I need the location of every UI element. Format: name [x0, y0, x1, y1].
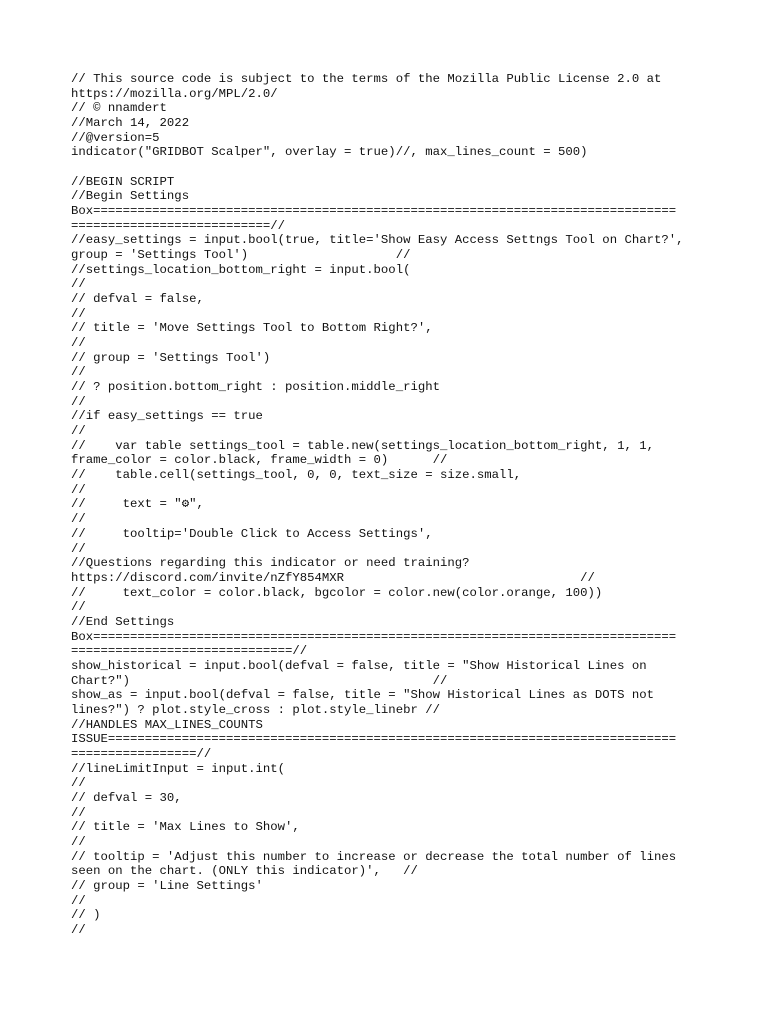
code-line: // var table settings_tool = table.new(settings_location_bottom_right, 1, 1,	[71, 438, 654, 453]
code-line: //Questions regarding this indicator or need training?	[71, 556, 470, 571]
code-line: https://mozilla.org/MPL/2.0/	[71, 86, 278, 101]
code-line: // table.cell(settings_tool, 0, 0, text_size = size.small,	[71, 468, 522, 483]
code-line: // tooltip='Double Click to Access Settings',	[71, 526, 433, 541]
code-line: ==============================//	[71, 644, 308, 659]
code-line: //settings_location_bottom_right = input.bool(	[71, 262, 411, 277]
code-line: // text_color = color.black, bgcolor = color.new(color.orange, 100))	[71, 585, 603, 600]
code-line: Chart?") //	[71, 673, 448, 688]
code-line: //BEGIN SCRIPT	[71, 174, 175, 189]
code-line: //	[71, 365, 86, 380]
code-line: //	[71, 277, 86, 292]
code-line: //lineLimitInput = input.int(	[71, 761, 286, 776]
code-line: //	[71, 394, 86, 409]
code-line: indicator("GRIDBOT Scalper", overlay = true)//, max_lines_count = 500)	[71, 145, 588, 160]
code-line: // defval = false,	[71, 292, 204, 307]
code-line: //March 14, 2022	[71, 116, 190, 131]
code-line: //	[71, 306, 86, 321]
code-line: //	[71, 893, 86, 908]
code-line: //	[71, 834, 86, 849]
code-line	[71, 160, 711, 175]
code-line: // group = 'Settings Tool')	[71, 350, 271, 365]
code-line: // tooltip = 'Adjust this number to increase or decrease the total number of lines	[71, 849, 677, 864]
code-line: //	[71, 541, 86, 556]
source-code-block	[71, 72, 711, 938]
code-line: show_historical = input.bool(defval = false, title = "Show Historical Lines on	[71, 658, 647, 673]
code-line: Box===============================================================================	[71, 204, 677, 219]
code-line: https://discord.com/invite/nZfY854MXR //	[71, 570, 595, 585]
code-line: //	[71, 600, 86, 615]
code-line: //	[71, 776, 86, 791]
code-line: // © nnamdert	[71, 101, 167, 116]
code-line: //	[71, 336, 86, 351]
code-line: // text = "⚙",	[71, 497, 204, 512]
code-line: ISSUE=============================================================================	[71, 732, 677, 747]
code-line: group = 'Settings Tool') //	[71, 248, 411, 263]
code-line: //	[71, 482, 86, 497]
code-line: Box===============================================================================	[71, 629, 677, 644]
code-line: // group = 'Line Settings'	[71, 878, 263, 893]
code-line: ===========================//	[71, 218, 286, 233]
code-line: // title = 'Max Lines to Show',	[71, 820, 300, 835]
code-line: show_as = input.bool(defval = false, title = "Show Historical Lines as DOTS not	[71, 688, 654, 703]
code-line: // )	[71, 908, 101, 923]
code-line: =================//	[71, 746, 212, 761]
code-line: // This source code is subject to the terms of the Mozilla Public License 2.0 at	[71, 72, 662, 86]
code-line: //End Settings	[71, 614, 175, 629]
code-line: //Begin Settings	[71, 189, 190, 204]
code-line: // defval = 30,	[71, 790, 182, 805]
code-line: frame_color = color.black, frame_width = 0) //	[71, 453, 448, 468]
code-line: //easy_settings = input.bool(true, title='Show Easy Access Settngs Tool on Chart?',	[71, 233, 684, 248]
code-line: //	[71, 805, 86, 820]
code-line: // ? position.bottom_right : position.middle_right	[71, 380, 440, 395]
code-line: //HANDLES MAX_LINES_COUNTS	[71, 717, 263, 732]
code-line: //	[71, 512, 86, 527]
code-line: lines?") ? plot.style_cross : plot.style_linebr //	[71, 702, 440, 717]
code-line: //	[71, 424, 86, 439]
code-line: //if easy_settings == true	[71, 409, 263, 424]
code-line: seen on the chart. (ONLY this indicator)', //	[71, 864, 418, 879]
code-line: //	[71, 922, 86, 937]
code-line: // title = 'Move Settings Tool to Bottom Right?',	[71, 321, 433, 336]
code-line: //@version=5	[71, 130, 160, 145]
